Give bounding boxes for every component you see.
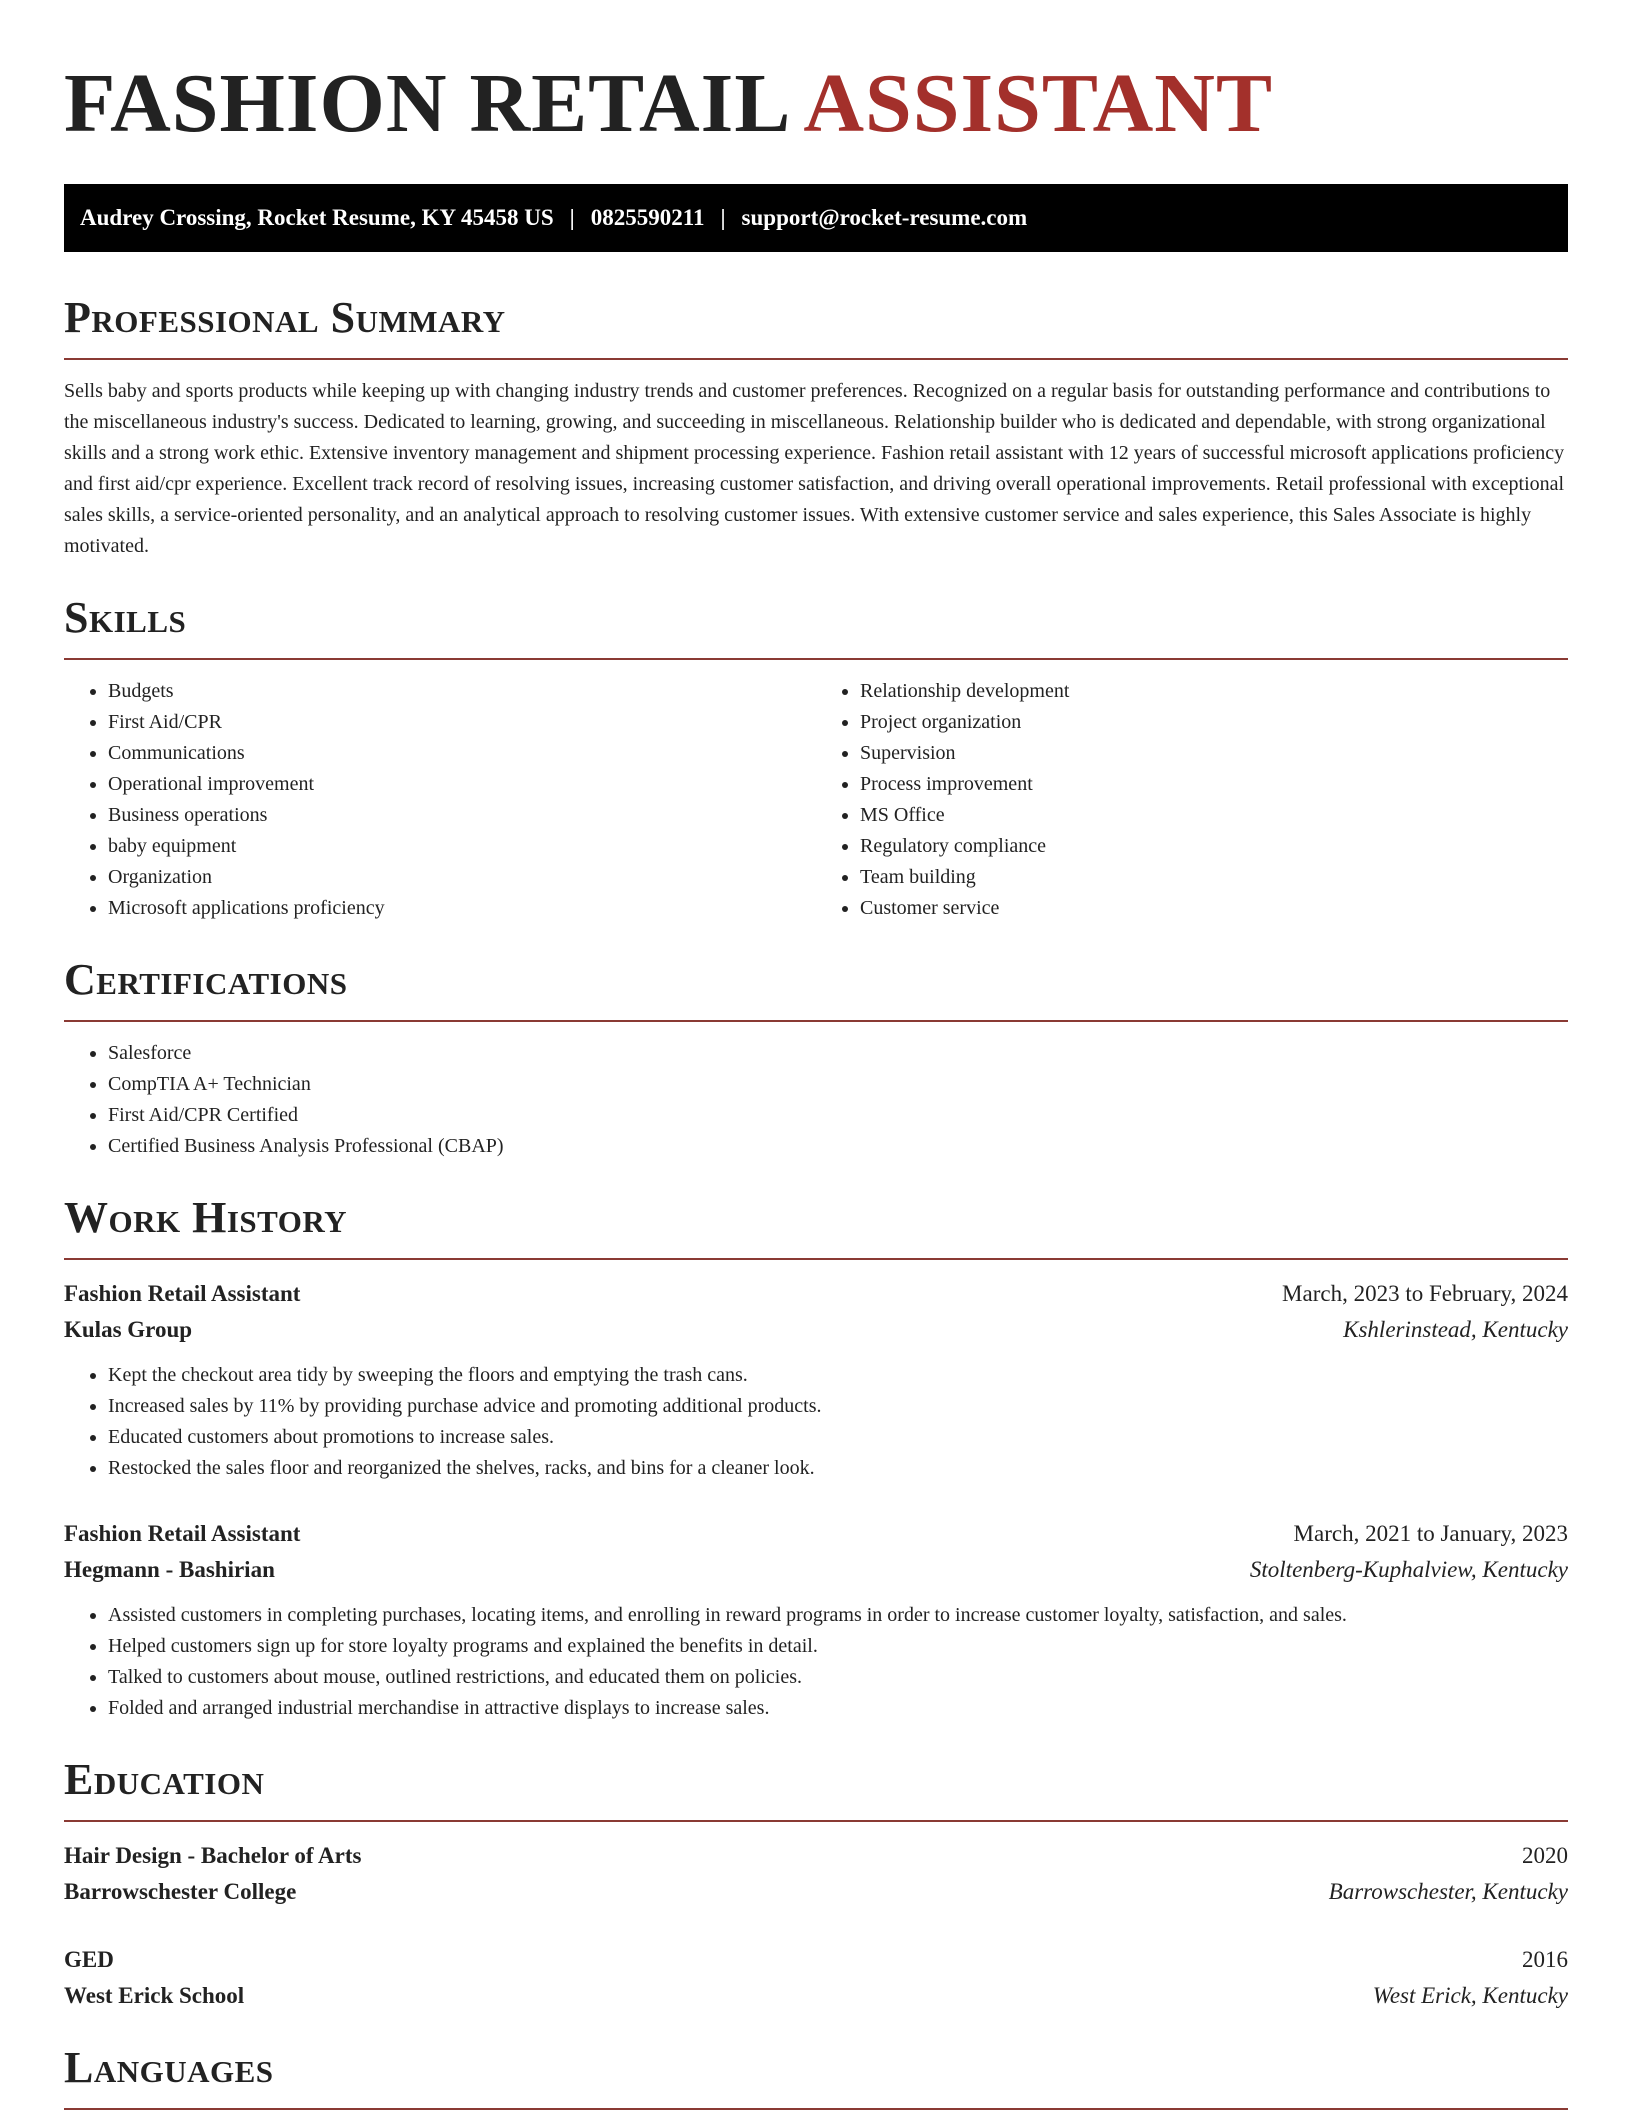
section-heading-education: Education — [64, 1755, 265, 1804]
job-bullet: • Educated customers about promotions to increase sales. — [108, 1422, 1568, 1453]
skills-columns — [64, 660, 1568, 924]
summary-section — [64, 292, 1568, 562]
skill-item: • First Aid/CPR — [108, 707, 816, 738]
job-entry — [64, 1516, 1568, 1724]
skill-item: • Supervision — [860, 738, 1568, 769]
skill-item: • Regulatory compliance — [860, 831, 1568, 862]
skill-item: • MS Office — [860, 800, 1568, 831]
skills-list-left — [64, 676, 816, 924]
education-degree: GED — [64, 1947, 114, 1972]
title-part-1: FASHION RETAIL — [64, 57, 792, 150]
contact-separator: | — [569, 205, 575, 230]
job-bullet: • Restocked the sales floor and reorganized the shelves, racks, and bins for a cleaner look. — [108, 1453, 1568, 1484]
education-year: 2020 — [1522, 1843, 1568, 1868]
job-company-row — [64, 1552, 1568, 1588]
education-header-row — [64, 1942, 1568, 1978]
education-degree: Hair Design - Bachelor of Arts — [64, 1843, 362, 1868]
skill-item: • Relationship development — [860, 676, 1568, 707]
skill-item: • Communications — [108, 738, 816, 769]
section-heading-languages: Languages — [64, 2043, 274, 2092]
education-location: Barrowschester, Kentucky — [1328, 1879, 1568, 1904]
job-location: Stoltenberg-Kuphalview, Kentucky — [1249, 1557, 1568, 1582]
work-history-section — [64, 1192, 1568, 1724]
job-title: Fashion Retail Assistant — [64, 1281, 301, 1306]
skill-item: • Organization — [108, 862, 816, 893]
certification-item: • Salesforce — [108, 1038, 1568, 1069]
skill-item: • Operational improvement — [108, 769, 816, 800]
job-bullet: • Kept the checkout area tidy by sweeping the floors and emptying the trash cans. — [108, 1360, 1568, 1391]
education-year: 2016 — [1522, 1947, 1568, 1972]
job-dates: March, 2023 to February, 2024 — [1282, 1281, 1568, 1306]
job-location: Kshlerinstead, Kentucky — [1343, 1317, 1568, 1342]
job-header-row — [64, 1276, 1568, 1312]
education-entry — [64, 1838, 1568, 1910]
skill-item: • Project organization — [860, 707, 1568, 738]
skills-list-right — [816, 676, 1568, 924]
job-company-row — [64, 1312, 1568, 1348]
job-bullet: • Folded and arranged industrial merchandise in attractive displays to increase sales. — [108, 1693, 1568, 1724]
skill-item: • Process improvement — [860, 769, 1568, 800]
contact-separator: | — [720, 205, 726, 230]
job-title: Fashion Retail Assistant — [64, 1521, 301, 1546]
job-bullet: • Increased sales by 11% by providing purchase advice and promoting additional products. — [108, 1391, 1568, 1422]
skill-item: • Microsoft applications proficiency — [108, 893, 816, 924]
job-entry — [64, 1276, 1568, 1484]
section-heading-skills: Skills — [64, 593, 187, 642]
job-company: Hegmann - Bashirian — [64, 1557, 275, 1582]
section-divider — [64, 2108, 1568, 2110]
summary-text: Sells baby and sports products while keeping up with changing industry trends and customer preferences. Recognized on a regular basis for outstanding performance and contributions to the miscellaneous industry's success. Dedicated to learning, growing, and succeeding in miscellaneous. Relationship builder who is dedicated and dependable, with strong organizational skills and a strong work ethic. Extensive inventory management and shipment processing experience. Fashion retail assistant with 12 years of successful microsoft applications proficiency and first aid/cpr experience. Excellent track record of resolving issues, increasing customer satisfaction, and driving overall operational improvements. Retail professional with exceptional sales skills, a service-oriented personality, and an analytical approach to resolving customer issues. With extensive customer service and sales experience, this Sales Associate is highly motivated. — [64, 380, 1565, 557]
certification-item: • First Aid/CPR Certified — [108, 1100, 1568, 1131]
section-heading-certifications: Certifications — [64, 955, 348, 1004]
section-divider — [64, 1258, 1568, 1260]
contact-address: Audrey Crossing, Rocket Resume, KY 45458 US — [80, 205, 554, 230]
education-header-row — [64, 1838, 1568, 1874]
section-heading-summary: Professional Summary — [64, 293, 506, 342]
education-section — [64, 1754, 1568, 2014]
job-dates: March, 2021 to January, 2023 — [1293, 1521, 1568, 1546]
skill-item: • Business operations — [108, 800, 816, 831]
education-school-row — [64, 1978, 1568, 2014]
certification-item: • Certified Business Analysis Professional (CBAP) — [108, 1131, 1568, 1162]
section-divider — [64, 1820, 1568, 1822]
skill-item: • Team building — [860, 862, 1568, 893]
certifications-section — [64, 954, 1568, 1162]
contact-bar — [64, 184, 1568, 252]
skill-item: • baby equipment — [108, 831, 816, 862]
certification-item: • CompTIA A+ Technician — [108, 1069, 1568, 1100]
section-divider — [64, 1020, 1568, 1022]
job-header-row — [64, 1516, 1568, 1552]
job-company: Kulas Group — [64, 1317, 193, 1342]
education-school-row — [64, 1874, 1568, 1910]
skill-item: • Customer service — [860, 893, 1568, 924]
education-school: West Erick School — [64, 1983, 245, 2008]
education-entry — [64, 1942, 1568, 2014]
education-school: Barrowschester College — [64, 1879, 297, 1904]
section-divider — [64, 358, 1568, 360]
job-bullet: • Talked to customers about mouse, outlined restrictions, and educated them on policies. — [108, 1662, 1568, 1693]
languages-section — [64, 2042, 1568, 2110]
contact-email: support@rocket-resume.com — [741, 205, 1028, 230]
job-bullet: • Assisted customers in completing purchases, locating items, and enrolling in reward programs in order to increase customer loyalty, satisfaction, and sales. — [108, 1600, 1568, 1631]
title-part-2: ASSISTANT — [803, 57, 1273, 150]
education-location: West Erick, Kentucky — [1372, 1983, 1568, 2008]
skill-item: • Budgets — [108, 676, 816, 707]
contact-phone: 0825590211 — [590, 205, 705, 230]
skills-section — [64, 592, 1568, 924]
job-bullets — [64, 1600, 1568, 1724]
job-bullet: • Helped customers sign up for store loyalty programs and explained the benefits in detail. — [108, 1631, 1568, 1662]
job-bullets — [64, 1360, 1568, 1484]
section-heading-work: Work History — [64, 1193, 348, 1242]
certifications-list — [64, 1038, 1568, 1162]
resume-title — [64, 0, 1568, 150]
